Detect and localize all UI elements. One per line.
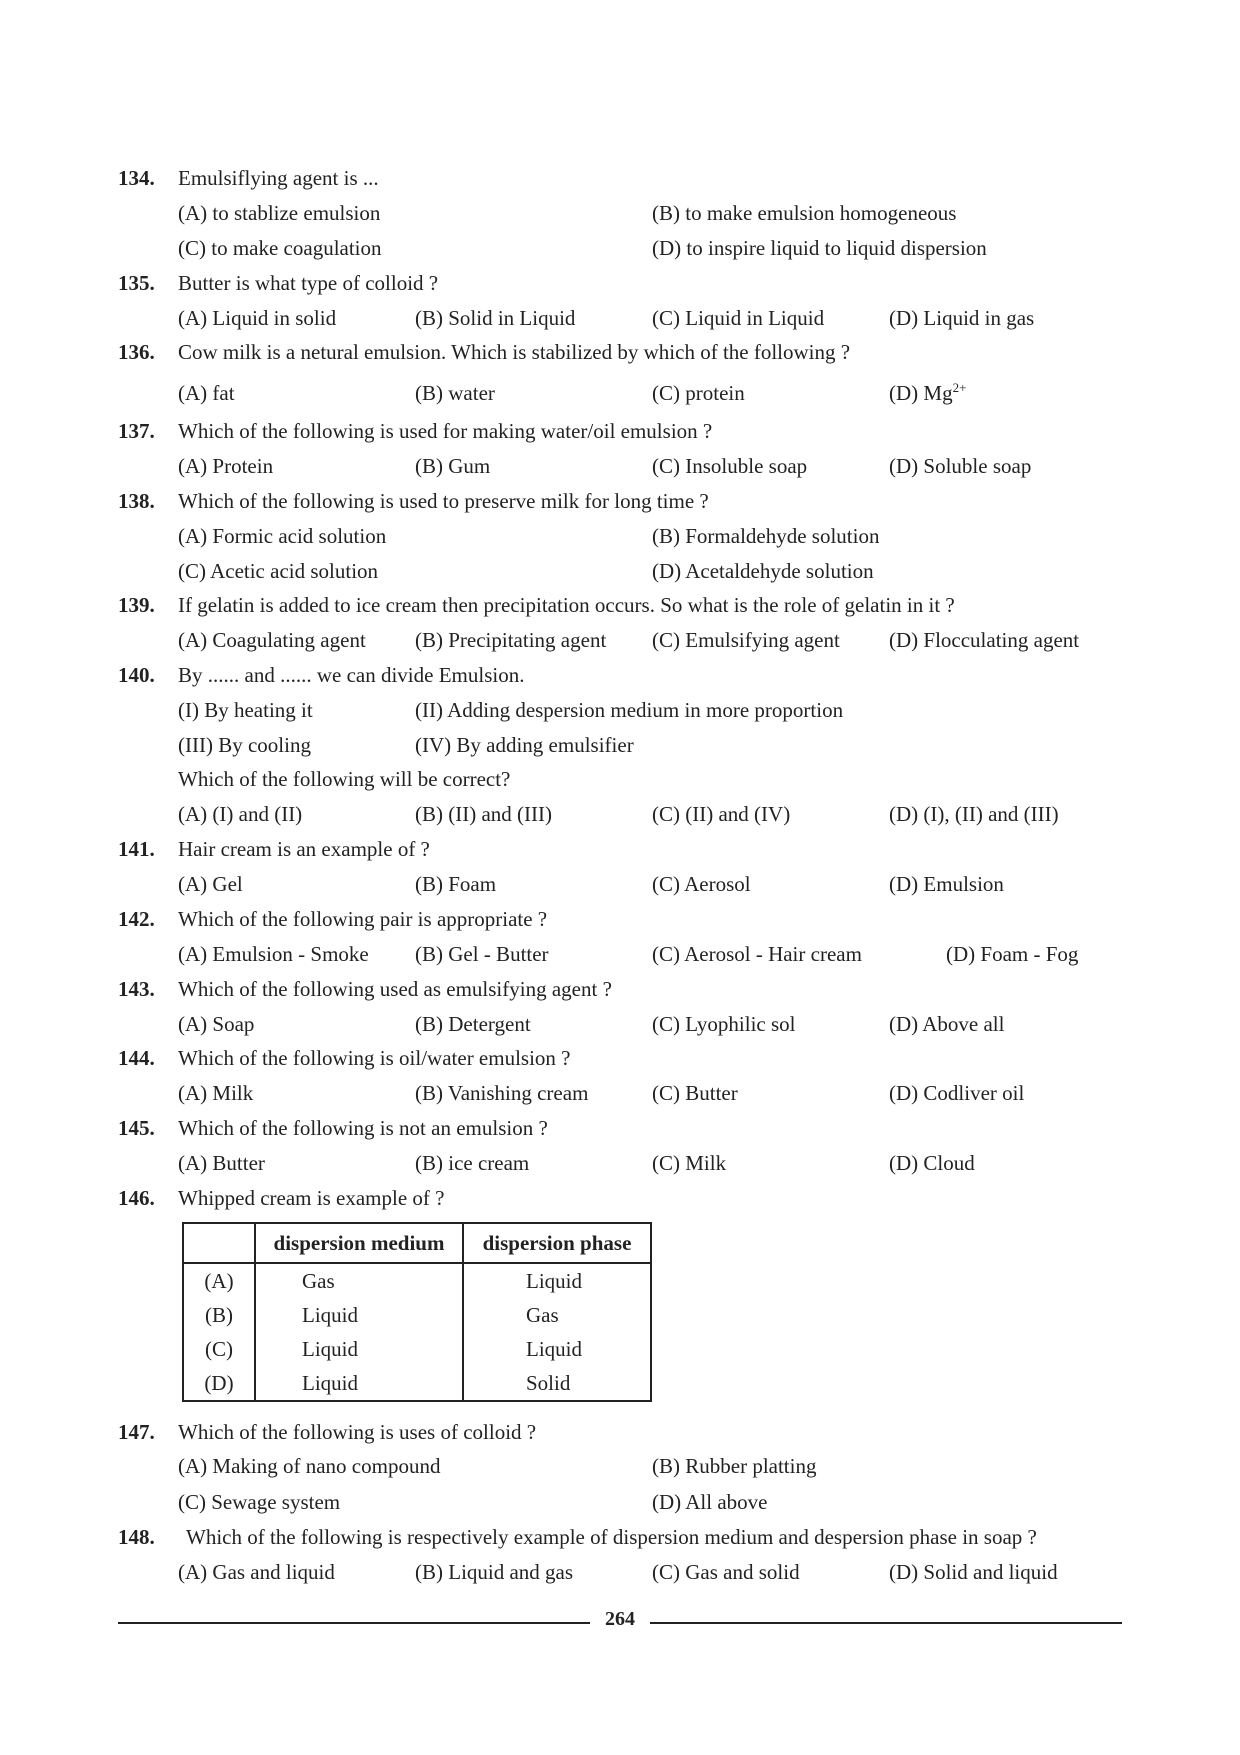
option-d: (D) Above all xyxy=(889,1012,1005,1036)
option-b: (B) Formaldehyde solution xyxy=(652,524,880,548)
question-stem: Which of the following is not an emulsion ? xyxy=(178,1116,548,1140)
option-c: (C) Aerosol xyxy=(652,872,751,896)
question-stem: Which of the following is used for making water/oil emulsion ? xyxy=(178,419,713,443)
question-number: 147. xyxy=(118,1420,155,1444)
option-a: (A) to stablize emulsion xyxy=(178,201,381,225)
option-a: (A) Gas and liquid xyxy=(178,1560,335,1584)
option-d: (D) Emulsion xyxy=(889,872,1004,896)
option-c: (C) to make coagulation xyxy=(178,236,382,260)
option-c: (C) Emulsifying agent xyxy=(652,628,840,652)
answer-table xyxy=(182,1222,652,1402)
question-stem: Whipped cream is example of ? xyxy=(178,1186,445,1210)
table-cell: Liquid xyxy=(255,1366,463,1401)
option-a: (A) Making of nano compound xyxy=(178,1454,441,1478)
option-b: (B) Precipitating agent xyxy=(415,628,607,652)
option-a: (A) Liquid in solid xyxy=(178,306,337,330)
table-header xyxy=(183,1223,255,1263)
table-cell: Gas xyxy=(255,1263,463,1298)
option-d xyxy=(889,380,966,406)
option-b: (B) to make emulsion homogeneous xyxy=(652,201,957,225)
table-cell: Liquid xyxy=(255,1332,463,1366)
option-d: (D) All above xyxy=(652,1490,768,1514)
page-number: 264 xyxy=(605,1608,635,1630)
option-b: (B) Gum xyxy=(415,454,491,478)
question-stem: Cow milk is a netural emulsion. Which is stabilized by which of the following ? xyxy=(178,340,851,364)
option-b: (B) Rubber platting xyxy=(652,1454,817,1478)
option-b: (B) Detergent xyxy=(415,1012,531,1036)
table-cell: Solid xyxy=(463,1366,651,1401)
statement-iv: (IV) By adding emulsifier xyxy=(415,733,634,757)
question-number: 135. xyxy=(118,271,155,295)
sub-question: Which of the following will be correct? xyxy=(178,767,511,791)
option-a: (A) Emulsion - Smoke xyxy=(178,942,369,966)
footer-rule-right xyxy=(650,1622,1122,1624)
table-cell: (D) xyxy=(183,1366,255,1401)
table-cell: Liquid xyxy=(463,1332,651,1366)
option-a: (A) fat xyxy=(178,381,235,405)
option-c: (C) Insoluble soap xyxy=(652,454,808,478)
question-number: 140. xyxy=(118,663,155,687)
option-c: (C) Lyophilic sol xyxy=(652,1012,796,1036)
option-b: (B) Liquid and gas xyxy=(415,1560,574,1584)
option-c: (C) Acetic acid solution xyxy=(178,559,379,583)
question-number: 145. xyxy=(118,1116,155,1140)
table-cell: Liquid xyxy=(463,1263,651,1298)
table-cell: (B) xyxy=(183,1298,255,1332)
table-cell: Gas xyxy=(463,1298,651,1332)
option-d: (D) to inspire liquid to liquid dispersion xyxy=(652,236,987,260)
statement-iii: (III) By cooling xyxy=(178,733,311,757)
question-stem: By ...... and ...... we can divide Emulsion. xyxy=(178,663,525,687)
option-b: (B) Solid in Liquid xyxy=(415,306,576,330)
option-b: (B) Foam xyxy=(415,872,497,896)
question-stem: Which of the following pair is appropriate ? xyxy=(178,907,548,931)
option-b: (B) (II) and (III) xyxy=(415,802,553,826)
table-row xyxy=(183,1298,651,1332)
question-number: 148. xyxy=(118,1525,155,1549)
table-cell: Liquid xyxy=(255,1298,463,1332)
statement-ii: (II) Adding despersion medium in more proportion xyxy=(415,698,844,722)
question-stem: Butter is what type of colloid ? xyxy=(178,271,439,295)
option-a: (A) Coagulating agent xyxy=(178,628,366,652)
question-stem: Which of the following is uses of colloid ? xyxy=(178,1420,537,1444)
question-number: 137. xyxy=(118,419,155,443)
table-row xyxy=(183,1366,651,1401)
option-d: (D) Flocculating agent xyxy=(889,628,1080,652)
option-c: (C) Aerosol - Hair cream xyxy=(652,942,862,966)
option-d: (D) Liquid in gas xyxy=(889,306,1035,330)
option-d: (D) Codliver oil xyxy=(889,1081,1025,1105)
option-a: (A) Formic acid solution xyxy=(178,524,387,548)
table-cell: (C) xyxy=(183,1332,255,1366)
question-number: 136. xyxy=(118,340,155,364)
option-a: (A) Butter xyxy=(178,1151,265,1175)
option-d: (D) (I), (II) and (III) xyxy=(889,802,1059,826)
option-d: (D) Cloud xyxy=(889,1151,975,1175)
question-stem: Which of the following is oil/water emulsion ? xyxy=(178,1046,571,1070)
question-number: 141. xyxy=(118,837,155,861)
question-stem: Which of the following used as emulsifying agent ? xyxy=(178,977,612,1001)
footer-rule-left xyxy=(118,1622,590,1624)
table-header: dispersion medium xyxy=(255,1223,463,1263)
option-b: (B) Vanishing cream xyxy=(415,1081,589,1105)
option-d: (D) Soluble soap xyxy=(889,454,1032,478)
table-row xyxy=(183,1263,651,1298)
question-number: 146. xyxy=(118,1186,155,1210)
question-stem: If gelatin is added to ice cream then precipitation occurs. So what is the role of gelatin in it ? xyxy=(178,593,955,617)
option-c: (C) Sewage system xyxy=(178,1490,341,1514)
option-a: (A) Protein xyxy=(178,454,274,478)
option-b: (B) Gel - Butter xyxy=(415,942,549,966)
option-c: (C) protein xyxy=(652,381,745,405)
question-number: 143. xyxy=(118,977,155,1001)
question-stem: Which of the following is used to preserve milk for long time ? xyxy=(178,489,709,513)
option-a: (A) (I) and (II) xyxy=(178,802,303,826)
option-a: (A) Gel xyxy=(178,872,243,896)
table-header-row xyxy=(183,1223,651,1263)
question-number: 139. xyxy=(118,593,155,617)
table-cell: (A) xyxy=(183,1263,255,1298)
option-b: (B) ice cream xyxy=(415,1151,530,1175)
charge-superscript: 2+ xyxy=(952,380,967,395)
option-d: (D) Solid and liquid xyxy=(889,1560,1058,1584)
option-d: (D) Acetaldehyde solution xyxy=(652,559,874,583)
question-stem: Hair cream is an example of ? xyxy=(178,837,430,861)
option-c: (C) Butter xyxy=(652,1081,738,1105)
option-c: (C) (II) and (IV) xyxy=(652,802,791,826)
question-number: 134. xyxy=(118,166,155,190)
option-c: (C) Liquid in Liquid xyxy=(652,306,825,330)
option-c: (C) Gas and solid xyxy=(652,1560,800,1584)
option-d: (D) Foam - Fog xyxy=(946,942,1079,966)
statement-i: (I) By heating it xyxy=(178,698,313,722)
question-stem: Which of the following is respectively example of dispersion medium and despersion phase in soap ? xyxy=(186,1525,1037,1549)
option-b: (B) water xyxy=(415,381,495,405)
option-a: (A) Soap xyxy=(178,1012,255,1036)
question-number: 138. xyxy=(118,489,155,513)
question-number: 142. xyxy=(118,907,155,931)
table-row xyxy=(183,1332,651,1366)
option-a: (A) Milk xyxy=(178,1081,254,1105)
option-d-text: (D) Mg xyxy=(889,381,953,405)
table-header: dispersion phase xyxy=(463,1223,651,1263)
question-number: 144. xyxy=(118,1046,155,1070)
question-stem: Emulsiflying agent is ... xyxy=(178,166,379,190)
option-c: (C) Milk xyxy=(652,1151,727,1175)
